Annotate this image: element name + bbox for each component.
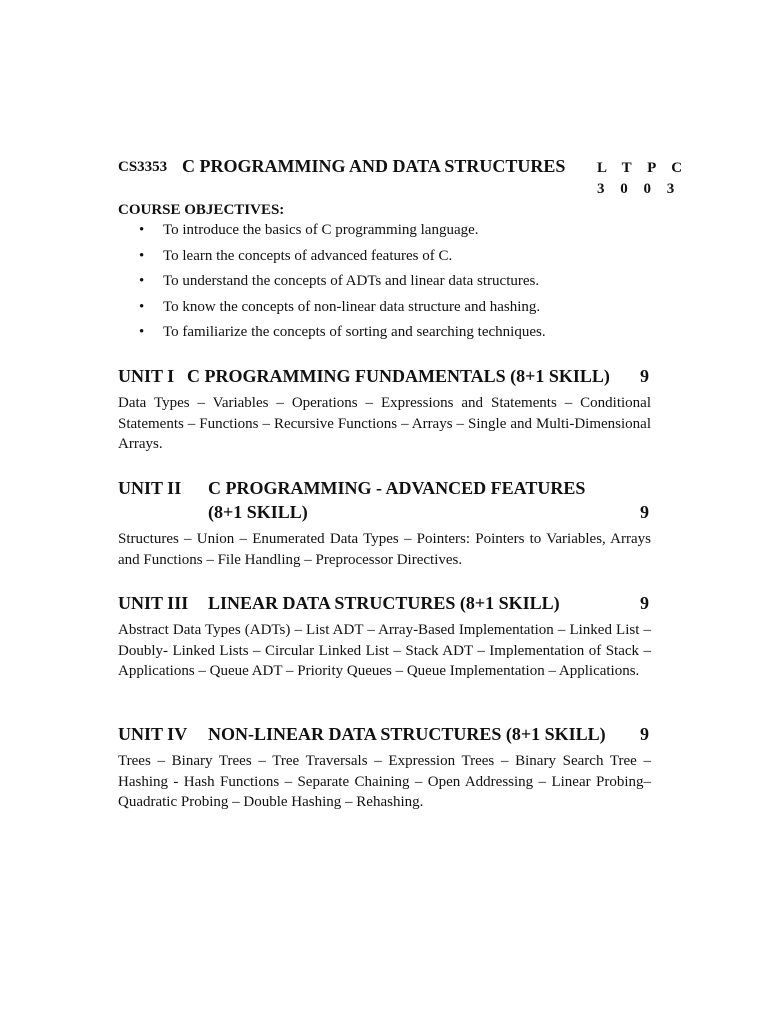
objective-item: • To know the concepts of non-linear data structure and hashing. [136, 295, 546, 321]
unit-2-content: Structures – Union – Enumerated Data Types – Pointers: Pointers to Variables, Arrays and Functions – File Handling – Preprocessor Directives. [118, 531, 651, 568]
unit-1-content: Data Types – Variables – Operations – Expressions and Statements – Conditional Statements – Functions – Recursive Functions – Arrays – Single and Multi-Dimensional Arrays. [118, 395, 651, 453]
unit-4-title: NON-LINEAR DATA STRUCTURES (8+1 SKILL) [208, 724, 606, 744]
unit-2-title: C PROGRAMMING - ADVANCED FEATURES [208, 478, 586, 498]
unit-2-number: UNIT II [118, 478, 182, 498]
objective-item: • To familiarize the concepts of sorting and searching techniques. [136, 320, 546, 346]
unit-2-title-line2: (8+1 SKILL) [208, 502, 308, 522]
unit-1-hours: 9 [640, 366, 649, 386]
unit-1-title: C PROGRAMMING FUNDAMENTALS (8+1 SKILL) [187, 366, 610, 386]
objective-item: • To understand the concepts of ADTs and linear data structures. [136, 269, 546, 295]
ltpc-label: L T P C [597, 160, 689, 176]
objectives-heading: COURSE OBJECTIVES: [118, 202, 285, 218]
unit-2-hours: 9 [640, 502, 649, 522]
unit-4-number: UNIT IV [118, 724, 188, 744]
unit-3-number: UNIT III [118, 593, 189, 613]
unit-1-number: UNIT I [118, 366, 175, 386]
unit-3-title: LINEAR DATA STRUCTURES (8+1 SKILL) [208, 593, 560, 613]
unit-4-hours: 9 [640, 724, 649, 744]
objective-item: • To learn the concepts of advanced features of C. [136, 244, 546, 270]
course-code: CS3353 [118, 159, 168, 175]
objectives-list [136, 218, 546, 346]
unit-4-content: Trees – Binary Trees – Tree Traversals – Expression Trees – Binary Search Tree – Hashing - Hash Functions – Separate Chaining – Open Addressing – Linear Probing– Quadratic Probing – Double Hashing – Rehashing. [118, 753, 651, 811]
course-title: C PROGRAMMING AND DATA STRUCTURES [182, 156, 566, 176]
unit-3-content: Abstract Data Types (ADTs) – List ADT – Array-Based Implementation – Linked List – Doubly- Linked Lists – Circular Linked List – Stack ADT – Implementation of Stack – Applications – Queue ADT – Priority Queues – Queue Implementation – Applications. [118, 622, 651, 680]
unit-3-hours: 9 [640, 593, 649, 613]
ltpc-values: 3 0 0 3 [597, 181, 681, 197]
objective-item: • To introduce the basics of C programming language. [136, 218, 546, 244]
